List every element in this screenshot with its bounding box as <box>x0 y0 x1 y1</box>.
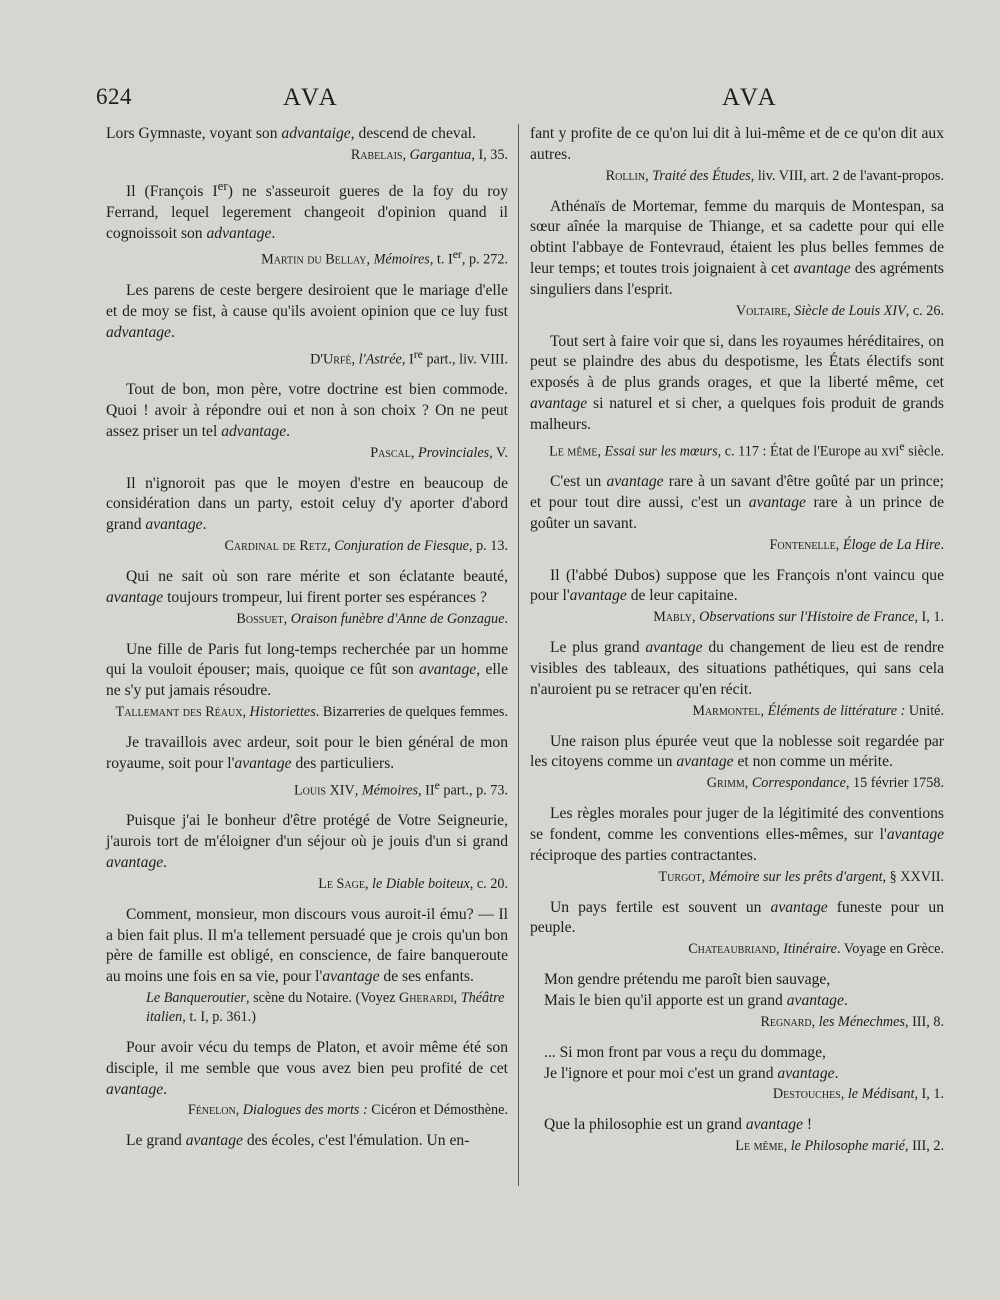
author-name: Le même <box>549 443 598 460</box>
citation-source: Chateaubriand, Itinéraire. Voyage en Grèce. <box>688 941 944 958</box>
citation-entry <box>530 1115 944 1156</box>
citation-source: Pascal, Provinciales, V. <box>370 444 508 461</box>
citation-source: Martin du Bellay, Mémoires, t. Ier, p. 272. <box>261 247 508 269</box>
work-title: Conjuration de Fiesque <box>334 538 469 555</box>
superscript: e <box>899 438 905 453</box>
author-name: Mably <box>653 609 693 626</box>
author-name: Rabelais <box>350 146 403 163</box>
emphasized-word: avantage <box>886 826 944 844</box>
citation-entry <box>530 804 944 886</box>
citation-entry <box>530 638 944 720</box>
author-name: Cardinal de Retz <box>224 538 328 555</box>
citation-entry <box>530 1043 944 1105</box>
citation-source: Marmontel, Éléments de littérature : Unité. <box>692 702 944 719</box>
emphasized-word: avantage <box>676 753 734 771</box>
citation-entry <box>530 566 944 628</box>
work-title: Théâtre italien <box>146 989 505 1025</box>
quotation-text: Il (François Ier) ne s'asseuroit gueres de la foy du roy Ferrand, lequel legerement changeoit d'opinion quand il cognoissoit son advantage. <box>106 177 508 242</box>
quotation-text: Il n'ignoroit pas que le moyen d'estre en beaucoup de considération dans un party, estoit celuy d'y aporter d'abord grand avantage. <box>106 474 508 534</box>
author-name: Fontenelle <box>769 536 836 553</box>
emphasized-word: avantage <box>106 1080 164 1098</box>
superscript: e <box>434 777 440 792</box>
quotation-text: Pour avoir vécu du temps de Platon, et avoir même été son disciple, il me semble que vous avez bien peu profité de cet avantage. <box>106 1038 508 1098</box>
citation-source: Voltaire, Siècle de Louis XIV, c. 26. <box>735 302 944 319</box>
citation-entry <box>106 1038 508 1120</box>
work-title: Observations sur l'Histoire de France <box>699 609 915 626</box>
work-title: Correspondance <box>751 775 846 792</box>
work-title: Dialogues des morts : <box>242 1102 368 1119</box>
work-title: Mémoire sur les prêts d'argent <box>708 868 883 885</box>
emphasized-word: advantage <box>206 224 272 242</box>
author-name: Le Sage <box>318 875 365 892</box>
citation-entry <box>530 472 944 554</box>
page-number: 624 <box>96 84 132 109</box>
left-column <box>106 124 508 1163</box>
emphasized-word: avantage <box>770 898 828 916</box>
emphasized-word: avantage <box>793 259 851 277</box>
verse-line: Mais le bien qu'il apporte est un grand avantage. <box>544 992 848 1010</box>
quotation-text: Une fille de Paris fut long-temps recherchée par un homme qui la vouloit épouser; mais, quoique ce fût son avantage, elle ne s'y put jamais résoudre. <box>106 640 508 700</box>
verse-line: Je l'ignore et pour moi c'est un grand avantage. <box>544 1064 839 1082</box>
quotation-text: Lors Gymnaste, voyant son advantaige, descend de cheval. <box>106 125 476 142</box>
work-title: Traité des Études <box>652 167 751 184</box>
quotation-text: Puisque j'ai le bonheur d'être protégé de Votre Seigneurie, j'aurois tort de m'éloigner d'un séjour où je jouis d'un si grand avantage. <box>106 812 508 871</box>
verse-line: Que la philosophie est un grand avantage ! <box>544 1116 813 1134</box>
citation-source: Le Banqueroutier, scène du Notaire. (Voyez Gherardi, Théâtre italien, t. I, p. 361.) <box>146 989 505 1025</box>
emphasized-word: avantage <box>777 1064 835 1082</box>
work-title: Historiettes <box>249 704 316 720</box>
citation-source: Rabelais, Gargantua, I, 35. <box>350 146 508 163</box>
author-name: Grimm <box>706 775 745 792</box>
citation-entry <box>106 640 508 722</box>
author-name: Gherardi <box>398 989 454 1006</box>
emphasized-word: avantage <box>145 516 203 534</box>
quotation-text: fant y profite de ce qu'on lui dit à lui-même et de ce qu'on dit aux autres. <box>530 125 944 163</box>
author-name: Destouches <box>772 1086 841 1103</box>
author-name: Martin du Bellay <box>261 252 367 269</box>
author-name: Chateaubriand <box>688 941 777 958</box>
quotation-text: Qui ne sait où son rare mérite et son éclatante beauté, avantage toujours trompeur, lui firent porter ses espérances ? <box>106 568 508 606</box>
emphasized-word: advantaige <box>281 125 351 142</box>
quotation-text: Je travaillois avec ardeur, soit pour le bien général de mon royaume, soit pour l'avantage des particuliers. <box>106 734 508 772</box>
verse-line: ... Si mon front par vous a reçu du dommage, <box>544 1043 826 1061</box>
citation-entry <box>530 332 944 462</box>
quotation-text: Le plus grand avantage du changement de lieu est de rendre visibles des tableaux, des situations pathétiques, qui sans cela n'auroient pu se retracer qu'en récit. <box>530 639 944 698</box>
emphasized-word: avantage <box>234 754 292 772</box>
running-head-right: AVA <box>722 84 779 111</box>
work-title: Éloge de La Hire <box>842 536 941 553</box>
emphasized-word: avantage <box>185 1132 243 1150</box>
emphasized-word: avantage <box>748 494 806 512</box>
emphasized-word: avantage <box>569 587 627 605</box>
emphasized-word: avantage <box>106 853 164 871</box>
citation-entry <box>106 905 508 1027</box>
author-name: Marmontel <box>692 702 761 719</box>
work-title: Itinéraire <box>783 941 837 958</box>
citation-entry <box>106 281 508 369</box>
work-title: Mémoires <box>373 252 430 269</box>
emphasized-word: avantage <box>106 588 164 606</box>
citation-source: Bossuet, Oraison funèbre d'Anne de Gonzague. <box>236 610 508 627</box>
column-divider <box>518 124 519 1186</box>
author-name: Regnard <box>760 1013 812 1030</box>
emphasized-word: avantage <box>745 1116 803 1134</box>
work-title: Oraison funèbre d'Anne de Gonzague <box>290 610 505 627</box>
citation-source: Fontenelle, Éloge de La Hire. <box>769 536 944 553</box>
author-name: Louis XIV <box>293 782 355 799</box>
running-head-left: AVA <box>283 84 340 111</box>
citation-source: Tallemant des Réaux, Historiettes. Bizarreries de quelques femmes. <box>115 704 508 720</box>
work-title: Siècle de Louis XIV <box>794 302 906 319</box>
citation-entry <box>530 732 944 794</box>
superscript: er <box>217 177 228 193</box>
author-name: Le même <box>735 1138 784 1155</box>
citation-source: Le même, Essai sur les mœurs, c. 117 : État de l'Europe au xvi$^e$ siècle. <box>549 438 944 460</box>
work-title: Essai sur les mœurs <box>604 443 718 460</box>
work-title: Mémoires <box>361 782 419 799</box>
citation-entry <box>530 970 944 1032</box>
author-name: Rollin <box>605 167 646 184</box>
quotation-text: Un pays fertile est souvent un avantage funeste pour un peuple. <box>530 898 945 937</box>
author-name: Fénelon <box>187 1102 236 1119</box>
citation-source: Grimm, Correspondance, 15 février 1758. <box>706 775 944 792</box>
citation-entry <box>106 567 508 629</box>
quotation-text: Athénaïs de Mortemar, femme du marquis de Montespan, sa sœur aînée la marquise de Thiange, et sa cadette pour qui elle obtint l'abbaye de Fontevraud, étaient les plus belles femmes de leur temps; et toutes trois joignaient à cet avantage des agréments singuliers dans l'esprit. <box>530 197 944 298</box>
citation-source: Cardinal de Retz, Conjuration de Fiesque, p. 13. <box>224 538 508 555</box>
right-column <box>530 124 944 1167</box>
citation-source: Regnard, les Ménechmes, III, 8. <box>760 1013 944 1030</box>
verse-line: Mon gendre prétendu me paroît bien sauvage, <box>544 971 831 989</box>
quotation-text: Les règles morales pour juger de la légitimité des conventions se fondent, comme les conventions elles-mêmes, sur l'avantage réciproque des parties contractantes. <box>530 805 944 864</box>
citation-source: Fénelon, Dialogues des morts : Cicéron et Démosthène. <box>187 1102 508 1119</box>
citation-source: D'Urfé, l'Astrée, Ire part., liv. VIII. <box>310 346 508 368</box>
quotation-text: Tout de bon, mon père, votre doctrine est bien commode. Quoi ! avoir à répondre oui et non à son choix ? On ne peut assez priser un tel advantage. <box>106 381 508 440</box>
work-title: Provinciales <box>418 444 490 461</box>
superscript: re <box>413 346 423 361</box>
citation-entry <box>106 474 508 556</box>
author-name: Voltaire <box>735 302 788 319</box>
emphasized-word: avantage <box>322 968 380 986</box>
author-name: Turgot <box>658 868 702 885</box>
citation-source: Le Sage, le Diable boiteux, c. 20. <box>318 875 508 892</box>
citation-source: Turgot, Mémoire sur les prêts d'argent, § XXVII. <box>658 868 944 885</box>
quotation-text: Il (l'abbé Dubos) suppose que les François n'ont vaincu que pour l'avantage de leur capitaine. <box>530 566 944 605</box>
emphasized-word: advantage <box>221 422 287 440</box>
citation-source: Louis XIV, Mémoires, IIe part., p. 73. <box>293 777 508 799</box>
author-name: Bossuet <box>236 610 284 627</box>
work-title: Éléments de littérature : <box>767 702 906 719</box>
quotation-text: Le grand avantage des écoles, c'est l'émulation. Un en- <box>126 1132 470 1150</box>
quotation-text: Une raison plus épurée veut que la noblesse soit regardée par les citoyens comme un avantage et non comme un mérite. <box>530 732 944 771</box>
emphasized-word: avantage <box>419 661 477 679</box>
quotation-text: C'est un avantage rare à un savant d'être goûté par un prince; et pour tout dire aussi, c'est un avantage rare à un prince de goûter un savant. <box>530 473 944 532</box>
author-name: Tallemant des Réaux <box>115 704 243 720</box>
work-title: le Philosophe marié <box>790 1138 905 1155</box>
citation-entry <box>106 1131 508 1152</box>
work-title: le Médisant <box>847 1086 915 1103</box>
work-title: le Diable boiteux <box>372 875 470 892</box>
quotation-text: Comment, monsieur, mon discours vous auroit-il ému? — Il a bien fait plus. Il m'a tellement persuadé que je crois qu'un bon père de famille est obligé, en conscience, de faire banqueroute au moins une fois en sa vie, pour l'avantage de ses enfants. <box>106 905 508 986</box>
author-name: Pascal <box>370 444 411 461</box>
citation-source: Destouches, le Médisant, I, 1. <box>772 1086 944 1103</box>
emphasized-word: avantage <box>786 992 844 1010</box>
citation-entry <box>530 898 944 960</box>
citation-source: Le même, le Philosophe marié, III, 2. <box>735 1138 944 1155</box>
emphasized-word: avantage <box>645 639 703 657</box>
citation-source: Mably, Observations sur l'Histoire de France, I, 1. <box>653 609 944 626</box>
work-title: l'Astrée <box>358 351 402 368</box>
emphasized-word: advantage <box>106 323 171 341</box>
emphasized-word: avantage <box>530 394 588 412</box>
emphasized-word: avantage <box>606 473 664 491</box>
superscript: er <box>452 247 462 262</box>
author-name: D'Urfé <box>310 351 352 368</box>
citation-entry <box>106 176 508 270</box>
quotation-text: Les parens de ceste bergere desiroient que le mariage d'elle et de moy se fist, à cause qu'ils avoient opinion que ce luy fust advantage. <box>106 282 508 341</box>
quotation-text: Tout sert à faire voir que si, dans les royaumes héréditaires, on peut se plaindre des abus du despotisme, les États électifs sont exposés à de plus grands orages, et que la liberté même, cet avantage si naturel et si cher, a quelques fois produit de grands malheurs. <box>530 332 944 433</box>
citation-entry <box>106 733 508 800</box>
citation-entry <box>530 197 944 321</box>
citation-entry <box>106 380 508 462</box>
work-title: les Ménechmes <box>818 1013 905 1030</box>
citation-source: Rollin, Traité des Études, liv. VIII, art. 2 de l'avant-propos. <box>605 167 944 184</box>
work-title: Le Banqueroutier <box>146 989 246 1006</box>
citation-entry <box>106 811 508 893</box>
citation-entry <box>106 124 508 165</box>
citation-entry <box>530 124 944 186</box>
work-title: Gargantua <box>409 146 472 163</box>
